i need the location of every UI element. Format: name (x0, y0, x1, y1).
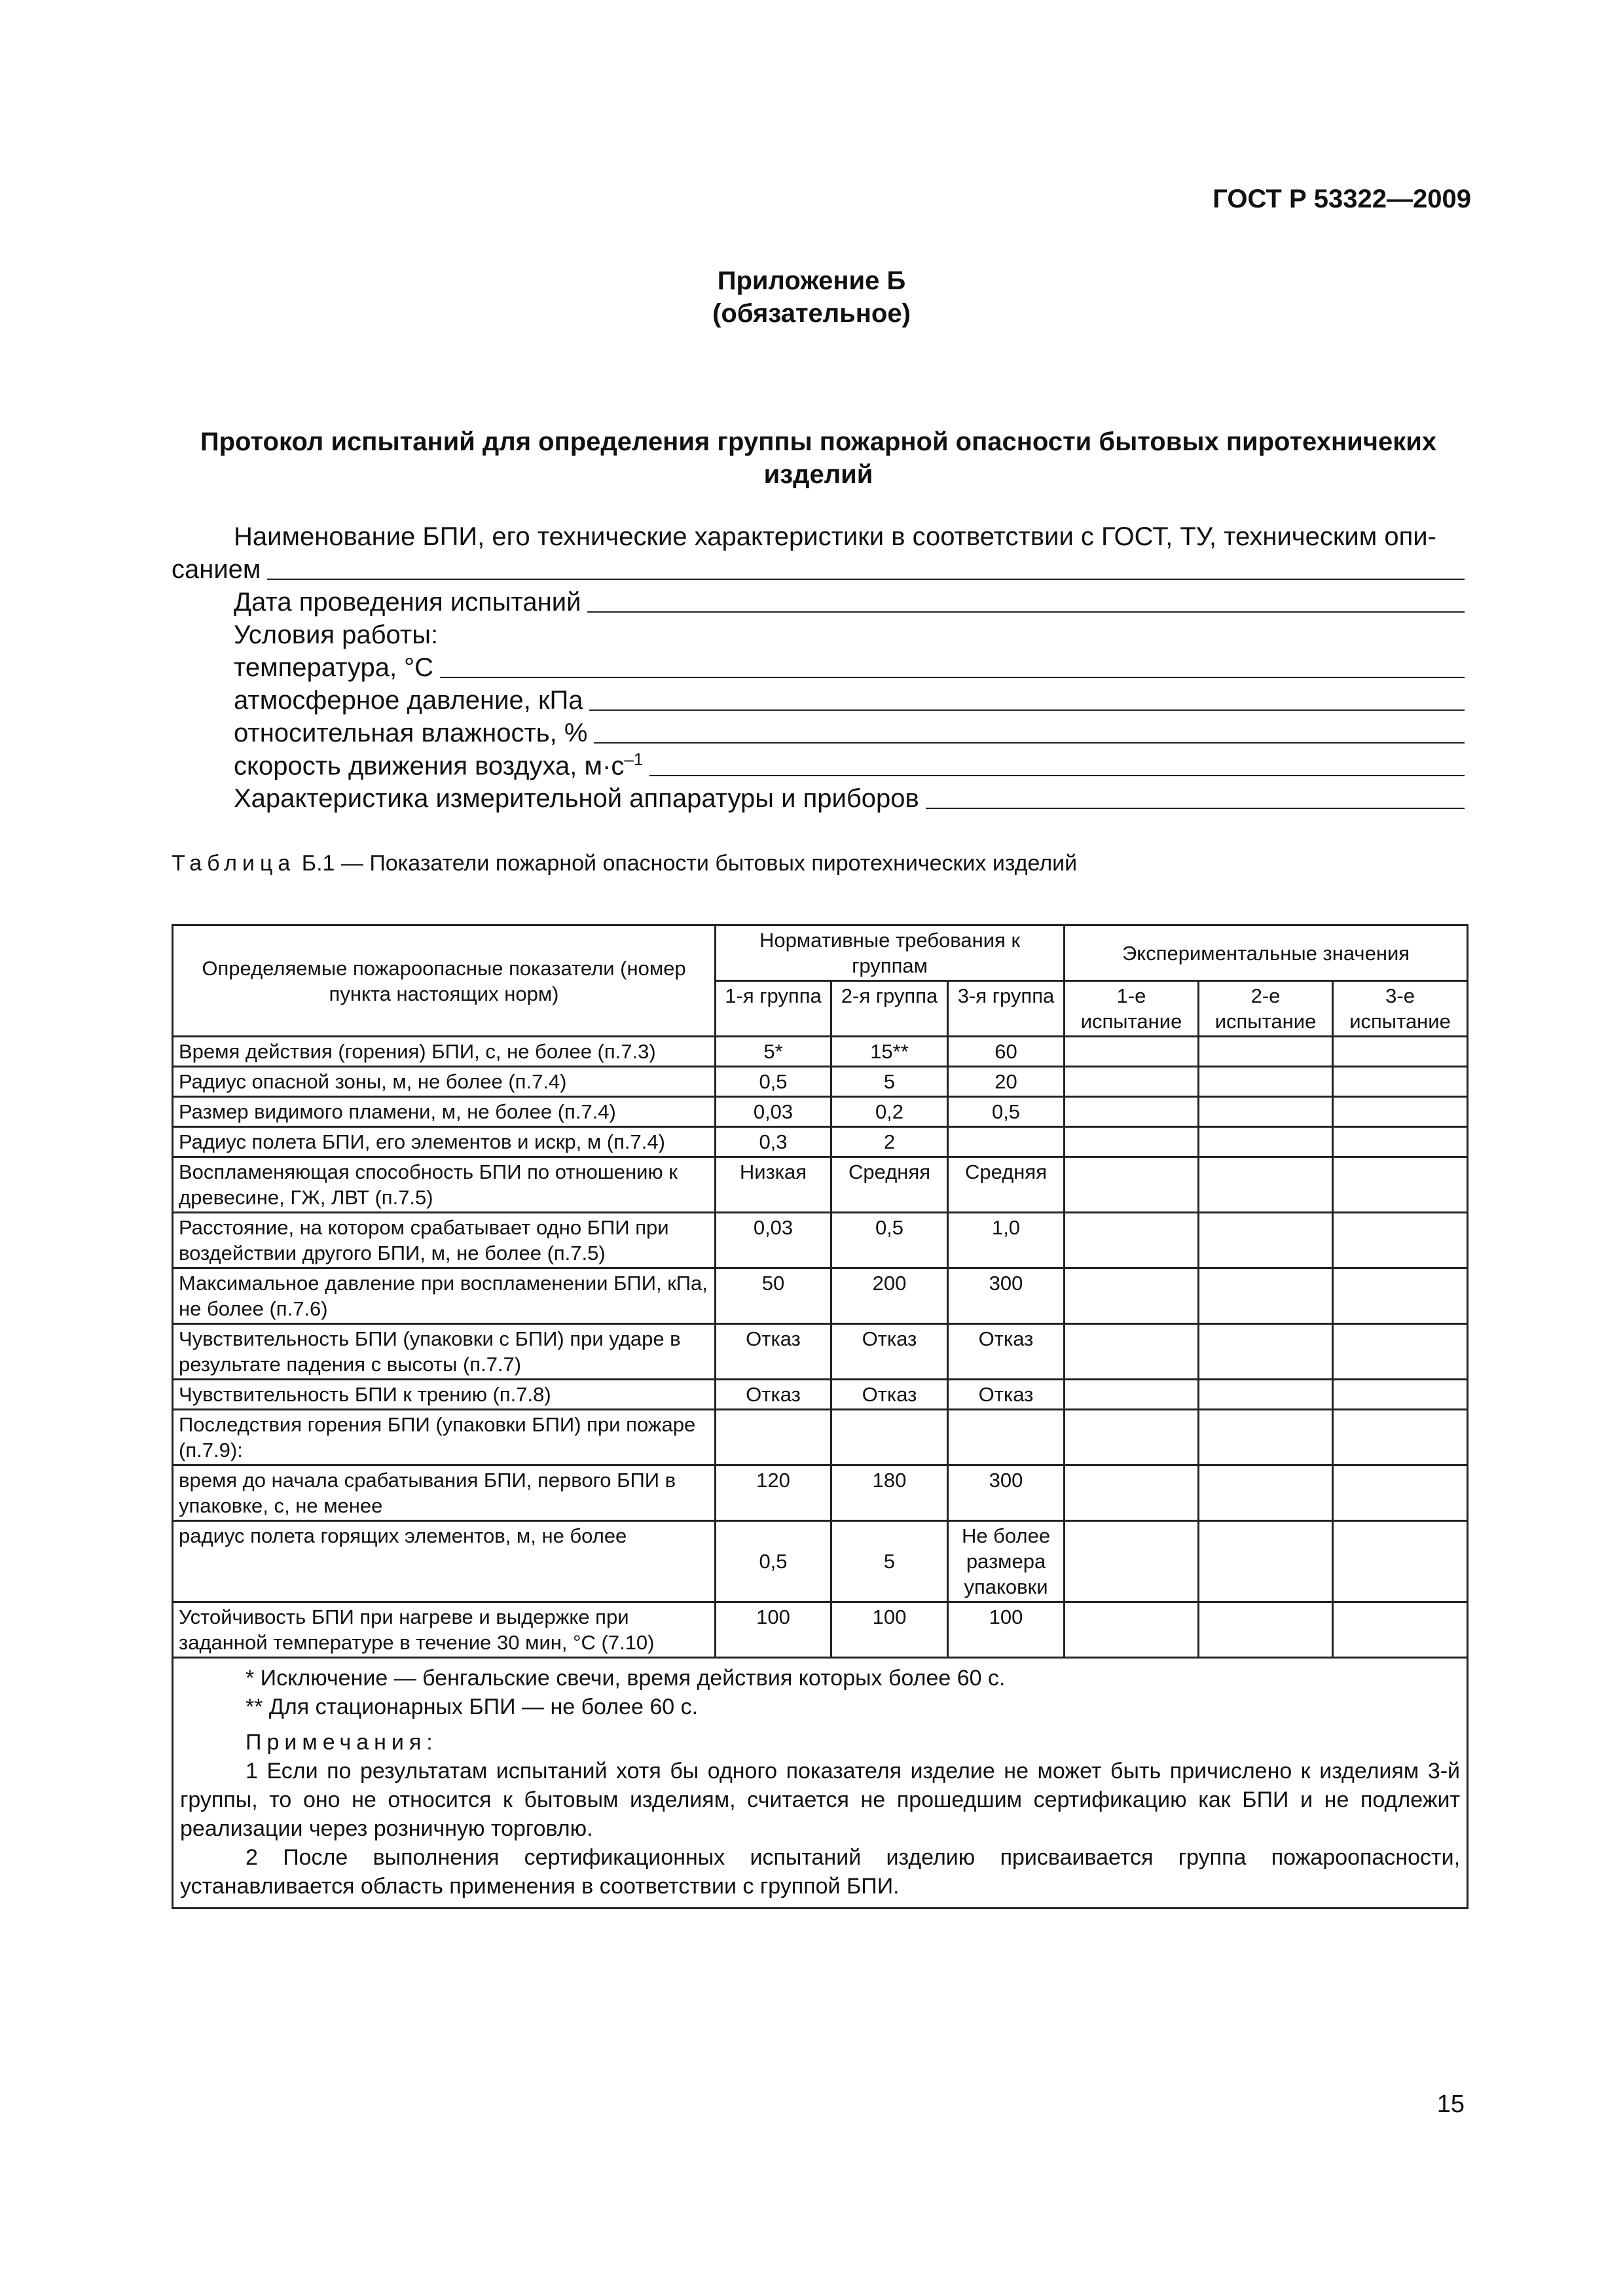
cell-group-2 (831, 1410, 948, 1465)
cell-test-1[interactable] (1065, 1465, 1199, 1521)
cell-group-1: 0,03 (716, 1097, 831, 1127)
cell-test-3[interactable] (1333, 1380, 1468, 1410)
cell-group-3: 300 (948, 1268, 1065, 1324)
form-row-name-cont (172, 553, 1465, 586)
table-row (173, 1268, 1468, 1324)
cell-group-2: 100 (831, 1602, 948, 1658)
row-label: Последствия горения БПИ (упаковки БПИ) при пожаре (п.7.9): (173, 1410, 716, 1465)
cell-group-3 (948, 1410, 1065, 1465)
table-row (173, 1324, 1468, 1380)
header-test-2: 2-е испытание (1199, 981, 1333, 1037)
form-row-temperature (172, 651, 1465, 684)
cell-test-3[interactable] (1333, 1127, 1468, 1157)
table-row (173, 1380, 1468, 1410)
notes-title: Примечания: (246, 1730, 438, 1755)
cell-group-1: 0,5 (716, 1067, 831, 1097)
row-label: Чувствительность БПИ к трению (п.7.8) (173, 1380, 716, 1410)
table-row (173, 1127, 1468, 1157)
cell-group-1: Отказ (716, 1380, 831, 1410)
form-row-conditions (172, 619, 1465, 651)
cell-test-1[interactable] (1065, 1410, 1199, 1465)
row-label: Размер видимого пламени, м, не более (п.7.4) (173, 1097, 716, 1127)
cell-group-2: 5 (831, 1067, 948, 1097)
page-number: 15 (1436, 2090, 1465, 2118)
cell-group-1: 100 (716, 1602, 831, 1658)
form-label-name: Наименование БПИ, его технические характеристики в соответствии с ГОСТ, ТУ, техническим опи- (234, 522, 1436, 551)
table-row (173, 1037, 1468, 1067)
cell-group-1: Низкая (716, 1157, 831, 1213)
cell-group-1: 0,5 (716, 1521, 831, 1602)
header-group-1: 1-я группа (716, 981, 831, 1037)
cell-group-2: 2 (831, 1127, 948, 1157)
cell-test-1[interactable] (1065, 1037, 1199, 1067)
table-caption-text: Б.1 — Показатели пожарной опасности бытовых пиротехнических изделий (301, 851, 1078, 876)
form-label-airspeed (234, 743, 643, 782)
form-label-date: Дата проведения испытаний (234, 588, 581, 617)
protocol-title: Протокол испытаний для определения группы пожарной опасности бытовых пиротехничеких изделий (200, 427, 1437, 489)
cell-test-3[interactable] (1333, 1157, 1468, 1213)
fill-line-date[interactable] (587, 611, 1465, 613)
cell-test-3[interactable] (1333, 1602, 1468, 1658)
cell-test-2[interactable] (1199, 1410, 1333, 1465)
cell-group-2: 5 (831, 1521, 948, 1602)
cell-group-1: 0,3 (716, 1127, 831, 1157)
cell-test-1[interactable] (1065, 1380, 1199, 1410)
cell-test-2[interactable] (1199, 1324, 1333, 1380)
cell-group-3: Отказ (948, 1380, 1065, 1410)
table-row (173, 1157, 1468, 1213)
form-row-date (172, 586, 1465, 619)
cell-test-3[interactable] (1333, 1268, 1468, 1324)
cell-test-1[interactable] (1065, 1213, 1199, 1268)
cell-test-2[interactable] (1199, 1157, 1333, 1213)
header-normative: Нормативные требования к группам (716, 925, 1065, 981)
fill-line-temperature[interactable] (440, 677, 1465, 678)
table-row (173, 1410, 1468, 1465)
cell-group-1: 5* (716, 1037, 831, 1067)
protocol-form (172, 520, 1465, 815)
fill-line-pressure[interactable] (589, 709, 1465, 711)
cell-test-3[interactable] (1333, 1521, 1468, 1602)
cell-test-2[interactable] (1199, 1037, 1333, 1067)
cell-group-2: 200 (831, 1268, 948, 1324)
form-row-pressure (172, 684, 1465, 717)
table-row (173, 1521, 1468, 1602)
cell-group-3: 20 (948, 1067, 1065, 1097)
cell-group-2: 15** (831, 1037, 948, 1067)
cell-group-2: Отказ (831, 1380, 948, 1410)
cell-group-2: 0,5 (831, 1213, 948, 1268)
cell-group-3: Отказ (948, 1324, 1065, 1380)
cell-test-3[interactable] (1333, 1465, 1468, 1521)
cell-test-3[interactable] (1333, 1037, 1468, 1067)
fill-line-equipment[interactable] (926, 808, 1465, 809)
table-caption-word: Таблица (172, 851, 296, 876)
row-label: Чувствительность БПИ (упаковки с БПИ) при ударе в результате падения с высоты (п.7.7) (173, 1324, 716, 1380)
form-row-equipment (172, 782, 1465, 815)
fill-line-name[interactable] (267, 579, 1465, 580)
cell-group-3: 1,0 (948, 1213, 1065, 1268)
document-code: ГОСТ Р 53322—2009 (1213, 185, 1471, 213)
fire-hazard-table (172, 924, 1467, 1909)
form-label-equipment: Характеристика измерительной аппаратуры и приборов (234, 784, 919, 813)
cell-test-1[interactable] (1065, 1067, 1199, 1097)
fill-line-humidity[interactable] (594, 742, 1465, 744)
cell-group-2: Отказ (831, 1324, 948, 1380)
cell-test-3[interactable] (1333, 1410, 1468, 1465)
header-group-2: 2-я группа (831, 981, 948, 1037)
table-caption (172, 851, 1077, 876)
form-label-humidity: относительная влажность, % (234, 719, 588, 747)
form-label-conditions: Условия работы: (234, 620, 439, 649)
footnote-1: * Исключение — бенгальские свечи, время действия которых более 60 с. (246, 1666, 1006, 1691)
cell-group-3: 60 (948, 1037, 1065, 1067)
footnote-2: ** Для стационарных БПИ — не более 60 с. (246, 1695, 699, 1719)
cell-test-2[interactable] (1199, 1521, 1333, 1602)
table-row (173, 1097, 1468, 1127)
row-label: Максимальное давление при воспламенении БПИ, кПа, не более (п.7.6) (173, 1268, 716, 1324)
row-label: Расстояние, на котором срабатывает одно БПИ при воздействии другого БПИ, м, не более (п.7.5) (173, 1213, 716, 1268)
header-test-3: 3-е испытание (1333, 981, 1468, 1037)
appendix-subtitle: (обязательное) (712, 299, 911, 328)
row-label: Радиус полета БПИ, его элементов и искр, м (п.7.4) (173, 1127, 716, 1157)
form-row-name (172, 520, 1465, 553)
cell-group-1: Отказ (716, 1324, 831, 1380)
cell-group-3: 0,5 (948, 1097, 1065, 1127)
cell-test-3[interactable] (1333, 1067, 1468, 1097)
cell-test-2[interactable] (1199, 1213, 1333, 1268)
cell-group-1: 120 (716, 1465, 831, 1521)
row-label: время до начала срабатывания БПИ, первого БПИ в упаковке, с, не менее (173, 1465, 716, 1521)
cell-group-3 (948, 1127, 1065, 1157)
cell-test-3[interactable] (1333, 1213, 1468, 1268)
cell-test-2[interactable] (1199, 1127, 1333, 1157)
cell-group-1: 50 (716, 1268, 831, 1324)
form-label-temperature: температура, °С (234, 653, 434, 682)
note-2: 2 После выполнения сертификационных испытаний изделию присваивается группа пожароопасности, устанавливается область применения в соответствии с группой БПИ. (180, 1845, 1461, 1899)
row-label: Устойчивость БПИ при нагреве и выдержке при заданной температуре в течение 30 мин, °С (7.10) (173, 1602, 716, 1658)
form-label-name-cont: санием (172, 555, 261, 584)
table-row (173, 1067, 1468, 1097)
cell-group-1 (716, 1410, 831, 1465)
cell-test-3[interactable] (1333, 1097, 1468, 1127)
note-1: 1 Если по результатам испытаний хотя бы одного показателя изделие не может быть причислено к изделиям 3-й группы, то оно не относится к бытовым изделиям, считается не прошедшим сертификацию как БПИ и не подлежит реализации через розничную торговлю. (180, 1759, 1461, 1841)
cell-group-2: 180 (831, 1465, 948, 1521)
form-label-pressure: атмосферное давление, кПа (234, 686, 583, 715)
table-row (173, 1213, 1468, 1268)
cell-group-2: 0,2 (831, 1097, 948, 1127)
cell-test-2[interactable] (1199, 1268, 1333, 1324)
table-header-row-1 (173, 925, 1468, 981)
cell-test-2[interactable] (1199, 1380, 1333, 1410)
cell-test-2[interactable] (1199, 1465, 1333, 1521)
row-label: Время действия (горения) БПИ, с, не более (п.7.3) (173, 1037, 716, 1067)
cell-group-2: Средняя (831, 1157, 948, 1213)
table-notes (173, 1658, 1468, 1909)
cell-test-1[interactable] (1065, 1157, 1199, 1213)
header-indicator: Определяемые пожароопасные показатели (номер пункта настоящих норм) (173, 925, 716, 1037)
row-label: Воспламеняющая способность БПИ по отношению к древесине, ГЖ, ЛВТ (п.7.5) (173, 1157, 716, 1213)
cell-test-3[interactable] (1333, 1324, 1468, 1380)
cell-test-1[interactable] (1065, 1324, 1199, 1380)
cell-group-3: Не более размера упаковки (948, 1521, 1065, 1602)
table-notes-row (173, 1658, 1468, 1909)
form-row-airspeed (172, 749, 1465, 782)
cell-test-1[interactable] (1065, 1268, 1199, 1324)
appendix-heading (0, 264, 1623, 330)
cell-test-1[interactable] (1065, 1521, 1199, 1602)
row-label: Радиус опасной зоны, м, не более (п.7.4) (173, 1067, 716, 1097)
header-group-3: 3-я группа (948, 981, 1065, 1037)
row-label: радиус полета горящих элементов, м, не более (173, 1521, 716, 1602)
table-row (173, 1602, 1468, 1658)
cell-group-3: 300 (948, 1465, 1065, 1521)
cell-group-3: 100 (948, 1602, 1065, 1658)
cell-group-3: Средняя (948, 1157, 1065, 1213)
fill-line-airspeed[interactable] (649, 775, 1465, 776)
header-test-1: 1-е испытание (1065, 981, 1199, 1037)
airspeed-text: скорость движения воздуха, м·с (234, 751, 625, 780)
cell-test-2[interactable] (1199, 1097, 1333, 1127)
table-row (173, 1465, 1468, 1521)
cell-group-1: 0,03 (716, 1213, 831, 1268)
cell-test-2[interactable] (1199, 1067, 1333, 1097)
appendix-title: Приложение Б (717, 266, 906, 295)
cell-test-1[interactable] (1065, 1097, 1199, 1127)
cell-test-1[interactable] (1065, 1602, 1199, 1658)
airspeed-exponent: –1 (624, 749, 644, 769)
cell-test-1[interactable] (1065, 1127, 1199, 1157)
header-experimental: Экспериментальные значения (1065, 925, 1468, 981)
cell-test-2[interactable] (1199, 1602, 1333, 1658)
